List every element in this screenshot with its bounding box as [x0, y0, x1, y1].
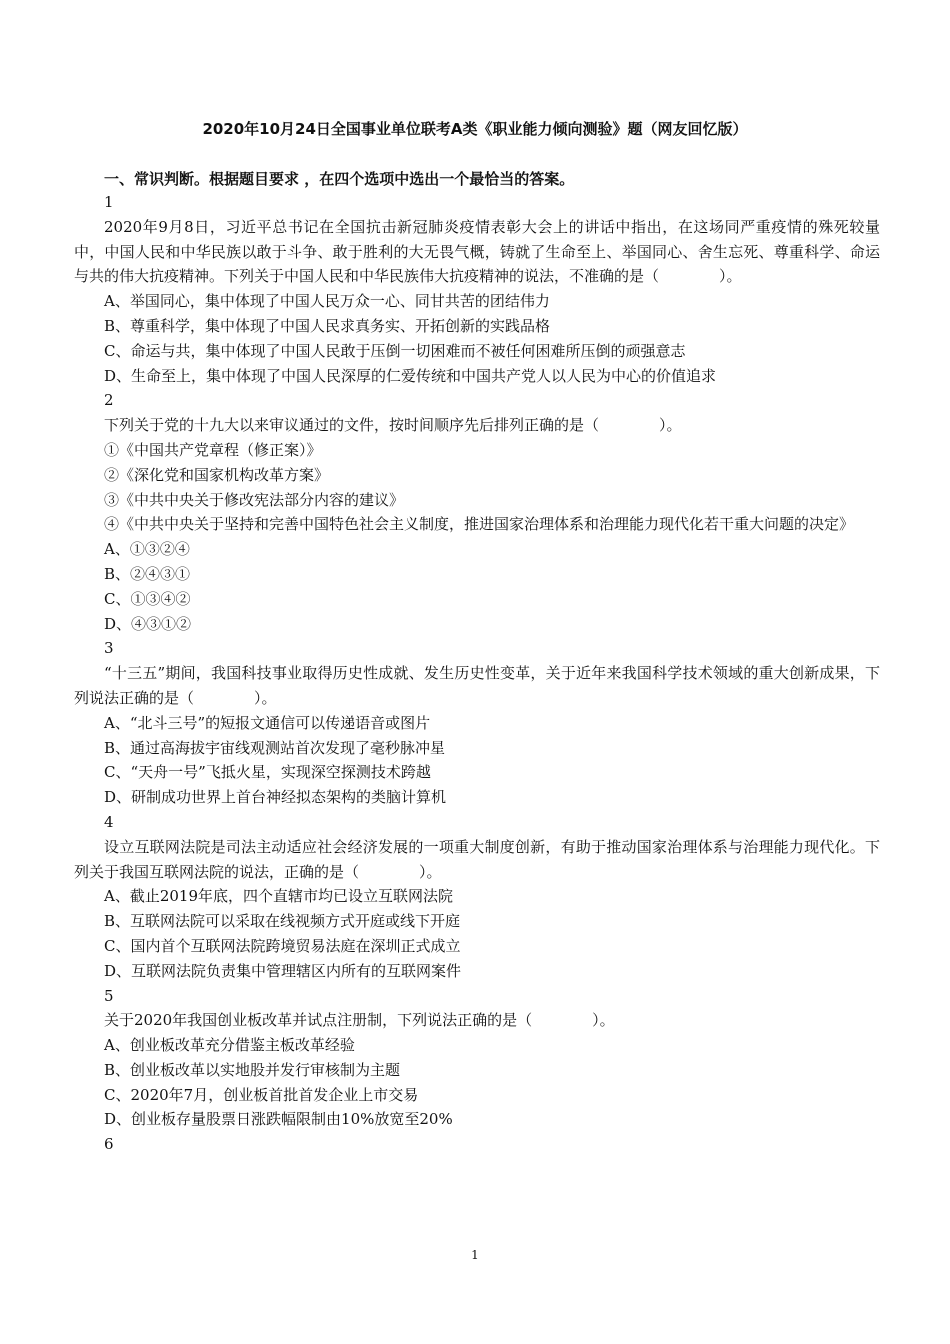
option-c: C、2020年7月，创业板首批首发企业上市交易 — [104, 1085, 419, 1104]
option-a: A、①③②④ — [104, 540, 190, 559]
question-number: 2 — [104, 391, 114, 410]
question-6 — [74, 1132, 880, 1157]
document-title: 2020年10月24日全国事业单位联考A类《职业能力倾向测验》题（网友回忆版） — [202, 120, 748, 138]
question-1 — [74, 190, 880, 388]
page-number: 1 — [471, 1248, 479, 1262]
option-d: D、创业板存量股票日涨跌幅限制由10%放宽至20% — [104, 1110, 453, 1129]
option-b: B、互联网法院可以采取在线视频方式开庭或线下开庭 — [104, 912, 461, 931]
option-d: D、互联网法院负责集中管理辖区内所有的互联网案件 — [104, 961, 462, 980]
question-stem: “十三五”期间，我国科技事业取得历史性成就、发生历史性变革，关于近年来我国科学技术领域的重大创新成果，下列说法正确的是（ ）。 — [74, 664, 880, 707]
option-c: C、①③④② — [104, 589, 191, 608]
option-a: A、“北斗三号”的短报文通信可以传递语音或图片 — [104, 713, 431, 732]
question-number: 3 — [104, 639, 114, 658]
question-stem: 下列关于党的十九大以来审议通过的文件，按时间顺序先后排列正确的是（ ）。 — [104, 416, 682, 435]
option-b: B、尊重科学，集中体现了中国人民求真务实、开拓创新的实践品格 — [104, 316, 551, 335]
question-4 — [74, 810, 880, 984]
question-stem: 2020年9月8日，习近平总书记在全国抗击新冠肺炎疫情表彰大会上的讲话中指出，在这场同严重疫情的殊死较量中，中国人民和中华民族以敢于斗争、敢于胜利的大无畏气概，铸就了生命至上、举国同心、舍生忘死、尊重科学、命运与共的伟大抗疫精神。下列关于中国人民和中华民族伟大抗疫精神的说法，不准确的是（ ）。 — [74, 217, 880, 286]
question-number: 5 — [104, 986, 114, 1005]
list-item: ①《中国共产党章程（修正案）》 — [104, 440, 322, 459]
option-a: A、截止2019年底，四个直辖市均已设立互联网法院 — [104, 887, 454, 906]
question-5 — [74, 984, 880, 1133]
question-3 — [74, 636, 880, 810]
question-list — [74, 190, 880, 1157]
question-stem: 设立互联网法院是司法主动适应社会经济发展的一项重大制度创新，有助于推动国家治理体系与治理能力现代化。下列关于我国互联网法院的说法，正确的是（ ）。 — [74, 837, 880, 881]
option-c: C、命运与共，集中体现了中国人民敢于压倒一切困难而不被任何困难所压倒的顽强意志 — [104, 341, 686, 360]
option-d: D、研制成功世界上首台神经拟态架构的类脑计算机 — [104, 788, 447, 807]
section-heading: 一、常识判断。根据题目要求 ，在四个选项中选出一个最恰当的答案。 — [104, 170, 575, 188]
question-2 — [74, 388, 880, 636]
option-a: A、举国同心，集中体现了中国人民万众一心、同甘共苦的团结伟力 — [104, 292, 550, 311]
list-item: ④《中共中央关于坚持和完善中国特色社会主义制度，推进国家治理体系和治理能力现代化若干重大问题的决定》 — [104, 515, 855, 534]
option-d: D、④③①② — [104, 614, 192, 633]
option-d: D、生命至上，集中体现了中国人民深厚的仁爱传统和中国共产党人以人民为中心的价值追求 — [104, 366, 717, 385]
option-a: A、创业板改革充分借鉴主板改革经验 — [104, 1036, 355, 1055]
list-item: ②《深化党和国家机构改革方案》 — [104, 465, 330, 484]
option-c: C、“天舟一号”飞抵火星，实现深空探测技术跨越 — [104, 763, 431, 782]
option-c: C、国内首个互联网法院跨境贸易法庭在深圳正式成立 — [104, 936, 461, 955]
question-number: 1 — [104, 193, 114, 211]
option-b: B、通过高海拔宇宙线观测站首次发现了毫秒脉冲星 — [104, 738, 446, 757]
question-number: 4 — [104, 812, 114, 831]
option-b: B、创业板改革以实地股并发行审核制为主题 — [104, 1060, 401, 1079]
list-item: ③《中共中央关于修改宪法部分内容的建议》 — [104, 490, 405, 509]
question-number: 6 — [104, 1135, 114, 1154]
option-b: B、②④③① — [104, 564, 191, 583]
question-stem: 关于2020年我国创业板改革并试点注册制，下列说法正确的是（ ）。 — [104, 1011, 615, 1030]
